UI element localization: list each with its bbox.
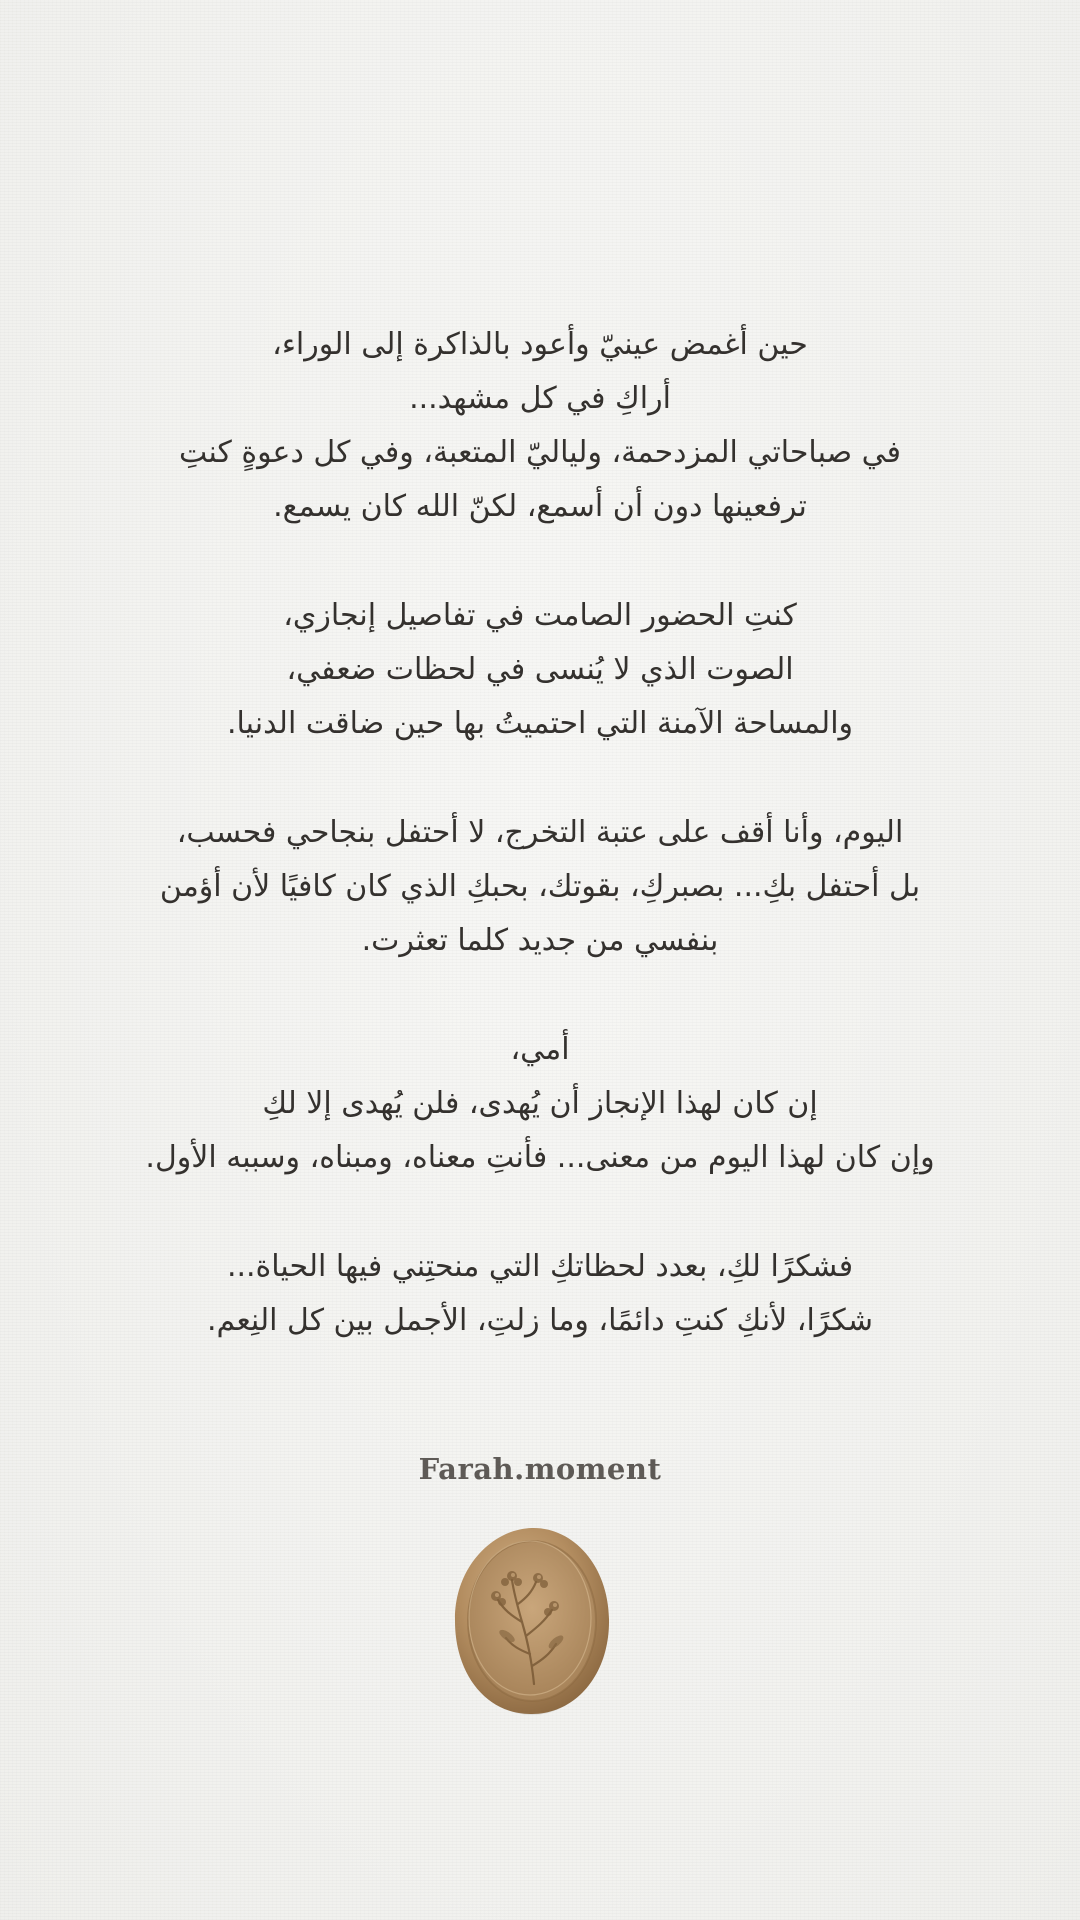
poem-line: في صباحاتي المزدحمة، ولياليّ المتعبة، وفي كل دعوةٍ كنتِ [179,435,901,470]
signature-brand: Farah.moment [418,1452,662,1486]
poem-text [90,318,990,1403]
poem-line: والمساحة الآمنة التي احتميتُ بها حين ضاقت الدنيا. [226,706,854,741]
stanza-3 [90,806,990,968]
poem-line: فشكرًا لكِ، بعدد لحظاتكِ التي منحتِني فيها الحياة... [226,1249,854,1284]
poem-line: أمي، [510,1032,570,1067]
wax-seal-floral-sprig-icon [452,1524,612,1718]
stanza-4 [90,1023,990,1185]
poem-line: كنتِ الحضور الصامت في تفاصيل إنجازي، [283,598,797,633]
stanza-1 [90,318,990,534]
poem-line: وإن كان لهذا اليوم من معنى... فأنتِ معناه، ومبناه، وسببه الأول. [145,1140,935,1175]
poem-line: شكرًا، لأنكِ كنتِ دائمًا، وما زلتِ، الأجمل بين كل النِعم. [206,1303,874,1338]
poem-line: أراكِ في كل مشهد... [409,381,671,416]
poem-line: إن كان لهذا الإنجاز أن يُهدى، فلن يُهدى إلا لكِ [262,1086,818,1121]
poem-line: ترفعينها دون أن أسمع، لكنّ الله كان يسمع. [273,489,807,524]
stanza-2 [90,589,990,751]
poem-line: حين أغمض عينيّ وأعود بالذاكرة إلى الوراء، [272,327,808,362]
poem-line: الصوت الذي لا يُنسى في لحظات ضعفي، [286,652,794,687]
poem-line: بنفسي من جديد كلما تعثرت. [361,923,719,958]
stanza-5 [90,1240,990,1348]
poem-line: بل أحتفل بكِ... بصبركِ، بقوتك، بحبكِ الذي كان كافيًا لأن أؤمن [159,869,921,904]
poem-line: اليوم، وأنا أقف على عتبة التخرج، لا أحتفل بنجاحي فحسب، [176,815,904,850]
